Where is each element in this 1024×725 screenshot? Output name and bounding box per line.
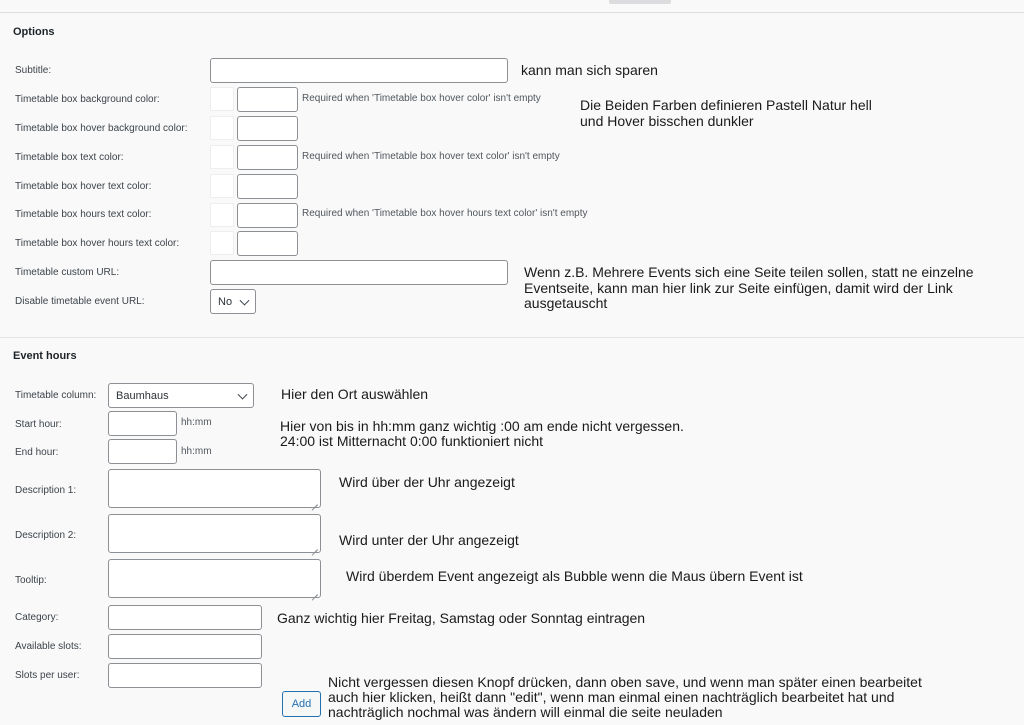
box-hover-bg-color-label: Timetable box hover background color:	[15, 123, 188, 134]
tooltip-label: Tooltip:	[15, 575, 47, 586]
box-hover-text-color-input[interactable]	[237, 174, 298, 199]
description2-label: Description 2:	[15, 530, 77, 541]
note-colors-line1: Die Beiden Farben definieren Pastell Natur hell	[580, 97, 872, 113]
chevron-down-icon	[238, 389, 248, 399]
custom-url-label: Timetable custom URL:	[15, 267, 120, 278]
disable-url-select[interactable]	[210, 289, 256, 314]
box-text-color-label: Timetable box text color:	[15, 152, 124, 163]
note-url-line2: Eventseite, kann man hier link zur Seite einfügen, damit wird der Link	[524, 280, 953, 296]
disable-url-value: No	[218, 295, 233, 308]
box-hover-text-color-swatch[interactable]	[210, 174, 234, 198]
slots-per-user-input[interactable]	[108, 663, 262, 688]
note-subtitle: kann man sich sparen	[521, 62, 658, 78]
note-category: Ganz wichtig hier Freitag, Samstag oder Sonntag eintragen	[277, 610, 646, 626]
tooltip-textarea[interactable]	[108, 559, 321, 598]
note-hours-line1: Hier von bis in hh:mm ganz wichtig :00 am ende nicht vergessen.	[280, 418, 684, 434]
box-hover-hours-text-color-swatch[interactable]	[210, 231, 234, 255]
box-bg-color-input[interactable]	[237, 87, 298, 112]
subtitle-label: Subtitle:	[15, 65, 52, 76]
category-input[interactable]	[108, 605, 262, 630]
add-button[interactable]: Add	[282, 691, 321, 717]
note-add-line3: nachträglich nochmal was ändern will einmal die seite neuladen	[328, 704, 723, 720]
disable-url-label: Disable timetable event URL:	[15, 296, 145, 307]
start-hour-input[interactable]	[108, 411, 177, 436]
timetable-column-value: Baumhaus	[116, 389, 169, 402]
box-hover-bg-color-input[interactable]	[237, 116, 298, 141]
box-hover-bg-color-swatch[interactable]	[210, 116, 234, 140]
options-section-title: Options	[13, 26, 55, 38]
box-text-color-input[interactable]	[237, 145, 298, 170]
timetable-column-select[interactable]	[108, 383, 254, 408]
box-hours-text-color-input[interactable]	[237, 203, 298, 228]
end-hour-format: hh:mm	[181, 446, 212, 457]
resize-grip-icon[interactable]	[312, 544, 318, 550]
description1-textarea[interactable]	[108, 469, 321, 508]
note-desc1: Wird über der Uhr angezeigt	[339, 474, 515, 490]
note-column: Hier den Ort auswählen	[281, 386, 429, 402]
box-bg-color-swatch[interactable]	[210, 87, 234, 111]
start-hour-label: Start hour:	[15, 419, 62, 430]
resize-grip-icon[interactable]	[312, 589, 318, 595]
box-bg-color-hint: Required when 'Timetable box hover color' isn't empty	[302, 93, 541, 104]
start-hour-format: hh:mm	[181, 417, 212, 428]
box-hours-text-color-swatch[interactable]	[210, 203, 234, 227]
box-text-color-hint: Required when 'Timetable box hover text color' isn't empty	[302, 151, 560, 162]
description1-label: Description 1:	[15, 485, 77, 496]
note-url-line3: ausgetauscht	[524, 295, 608, 311]
category-label: Category:	[15, 612, 59, 623]
note-add-line1: Nicht vergessen diesen Knopf drücken, dann oben save, und wenn man später einen bearbeitet	[328, 674, 922, 690]
slots-per-user-label: Slots per user:	[15, 670, 80, 681]
note-url-line1: Wenn z.B. Mehrere Events sich eine Seite teilen sollen, statt ne einzelne	[524, 264, 974, 280]
section-divider	[0, 337, 1024, 338]
end-hour-input[interactable]	[108, 439, 177, 464]
note-add-line2: auch hier klicken, heißt dann "edit", wenn man einmal einen nachträglich bearbeitet hat und	[328, 689, 895, 705]
available-slots-label: Available slots:	[15, 641, 82, 652]
box-text-color-swatch[interactable]	[210, 145, 234, 169]
description2-textarea[interactable]	[108, 514, 321, 553]
note-hours-line2: 24:00 ist Mitternacht 0:00 funktioniert nicht	[280, 433, 544, 449]
box-hover-text-color-label: Timetable box hover text color:	[15, 181, 152, 192]
top-bar	[0, 0, 1024, 13]
note-desc2: Wird unter der Uhr angezeigt	[339, 532, 519, 548]
event-hours-section-title: Event hours	[13, 350, 77, 362]
box-bg-color-label: Timetable box background color:	[15, 94, 160, 105]
box-hours-text-color-label: Timetable box hours text color:	[15, 209, 152, 220]
timetable-column-label: Timetable column:	[15, 390, 97, 401]
custom-url-input[interactable]	[210, 260, 508, 285]
note-colors-line2: und Hover bisschen dunkler	[580, 113, 754, 129]
available-slots-input[interactable]	[108, 634, 262, 659]
note-tooltip: Wird überdem Event angezeigt als Bubble wenn die Maus übern Event ist	[346, 568, 803, 584]
box-hours-text-color-hint: Required when 'Timetable box hover hours text color' isn't empty	[302, 208, 588, 219]
box-hover-hours-text-color-input[interactable]	[237, 231, 298, 256]
subtitle-input[interactable]	[210, 58, 508, 83]
top-tab-handle[interactable]	[609, 0, 671, 4]
resize-grip-icon[interactable]	[312, 499, 318, 505]
box-hover-hours-text-color-label: Timetable box hover hours text color:	[15, 238, 180, 249]
chevron-down-icon	[240, 295, 250, 305]
end-hour-label: End hour:	[15, 447, 59, 458]
